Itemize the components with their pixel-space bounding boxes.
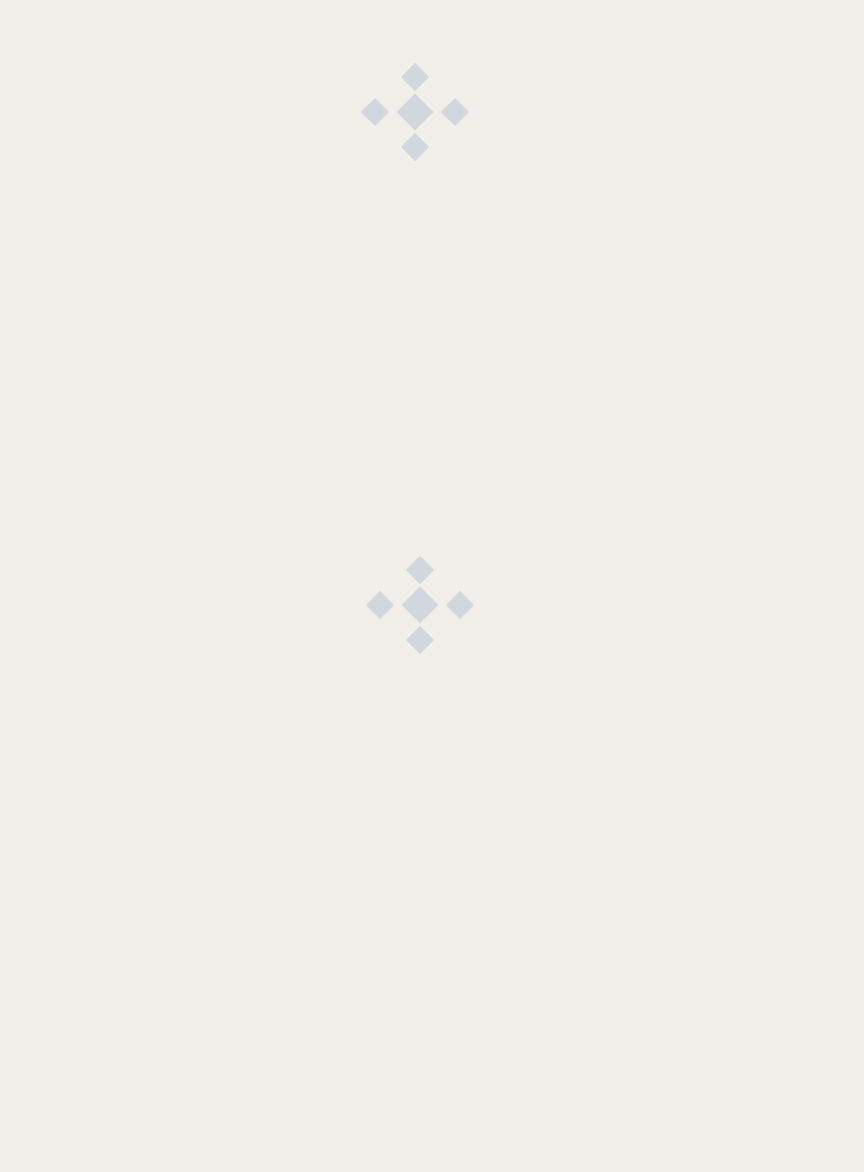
faint-cross-emblem	[360, 62, 470, 162]
bottom-ornament-border	[0, 1046, 864, 1116]
faint-cross-emblem-middle	[365, 555, 475, 655]
